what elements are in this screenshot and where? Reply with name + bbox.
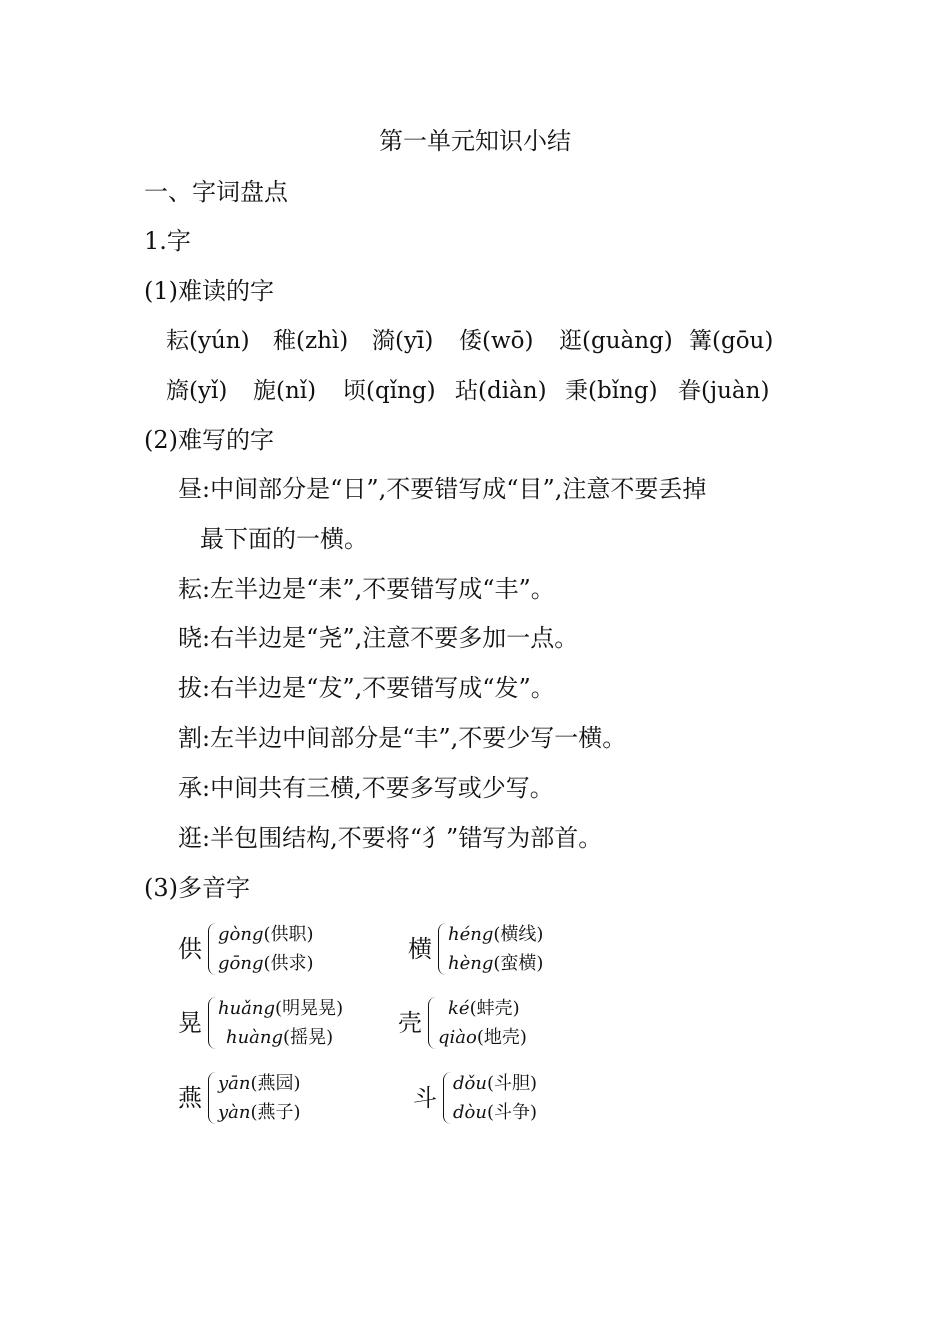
word: (供职) bbox=[263, 924, 314, 945]
polyphone-entry bbox=[178, 994, 343, 1052]
polyphone-char: 燕 bbox=[178, 1084, 202, 1112]
word: (摇晃) bbox=[283, 1027, 334, 1048]
pinyin: ké bbox=[448, 998, 470, 1019]
pinyin: dǒu bbox=[453, 1073, 487, 1094]
reading bbox=[448, 949, 543, 978]
char-item: 篝(gōu) bbox=[689, 328, 774, 354]
polyphone-heading: (3)多音字 bbox=[144, 874, 250, 902]
polyphone-entry bbox=[398, 994, 527, 1052]
polyphone-char: 壳 bbox=[398, 1009, 422, 1037]
hard-write-item: 昼:中间部分是“日”,不要错写成“目”,注意不要丢掉 bbox=[178, 475, 707, 503]
page-title: 第一单元知识小结 bbox=[379, 127, 571, 155]
word: (蚌壳) bbox=[469, 998, 520, 1019]
hard-write-item: 逛:半包围结构,不要将“犭”错写为部首。 bbox=[178, 824, 603, 852]
brace bbox=[428, 997, 436, 1049]
reading bbox=[438, 1023, 527, 1052]
hard-read-row-2 bbox=[166, 376, 769, 406]
polyphone-char: 斗 bbox=[413, 1084, 437, 1112]
reading bbox=[453, 1098, 537, 1127]
char-item: 倭(wō) bbox=[459, 328, 534, 354]
section-heading: 一、字词盘点 bbox=[144, 178, 288, 206]
reading bbox=[218, 1023, 343, 1052]
hard-write-item: 割:左半边中间部分是“丰”,不要少写一横。 bbox=[178, 724, 627, 752]
polyphone-entry bbox=[413, 1069, 537, 1127]
hard-read-heading: (1)难读的字 bbox=[144, 277, 274, 305]
reading bbox=[438, 994, 527, 1023]
brace bbox=[208, 1072, 216, 1124]
char-item: 玷(diàn) bbox=[455, 378, 547, 404]
word: (供求) bbox=[263, 953, 314, 974]
reading bbox=[218, 1069, 301, 1098]
char-item: 逛(guàng) bbox=[559, 328, 673, 354]
char-item: 稚(zhì) bbox=[273, 328, 349, 354]
pinyin: yàn bbox=[218, 1102, 251, 1123]
hard-write-item: 晓:右半边是“尧”,注意不要多加一点。 bbox=[178, 624, 579, 652]
subsection-heading: 1.字 bbox=[144, 227, 191, 255]
pinyin: yān bbox=[218, 1073, 251, 1094]
hard-write-heading: (2)难写的字 bbox=[144, 426, 274, 454]
pinyin: hèng bbox=[448, 953, 494, 974]
char-item: 顷(qǐng) bbox=[343, 378, 436, 404]
pinyin: gòng bbox=[218, 924, 264, 945]
polyphone-entry bbox=[178, 1069, 301, 1127]
hard-write-item: 承:中间共有三横,不要多写或少写。 bbox=[178, 774, 554, 802]
brace bbox=[438, 923, 446, 975]
reading bbox=[218, 1098, 301, 1127]
hard-read-row-1 bbox=[166, 326, 773, 356]
hard-write-item: 最下面的一横。 bbox=[200, 525, 368, 553]
brace bbox=[208, 923, 216, 975]
polyphone-char: 晃 bbox=[178, 1009, 202, 1037]
word: (蛮横) bbox=[493, 953, 544, 974]
polyphone-entry bbox=[408, 920, 543, 978]
reading bbox=[218, 949, 314, 978]
pinyin: huàng bbox=[226, 1027, 284, 1048]
reading bbox=[448, 920, 543, 949]
pinyin: qiào bbox=[438, 1027, 477, 1048]
char-item: 眷(juàn) bbox=[678, 378, 770, 404]
word: (斗争) bbox=[486, 1102, 537, 1123]
polyphone-char: 横 bbox=[408, 935, 432, 963]
word: (斗胆) bbox=[486, 1073, 537, 1094]
brace bbox=[443, 1072, 451, 1124]
brace bbox=[208, 997, 216, 1049]
word: (横线) bbox=[493, 924, 544, 945]
polyphone-char: 供 bbox=[178, 935, 202, 963]
word: (燕子) bbox=[250, 1102, 301, 1123]
char-item: 旎(nǐ) bbox=[253, 378, 317, 404]
char-item: 耘(yún) bbox=[166, 328, 250, 354]
char-item: 旖(yǐ) bbox=[166, 378, 228, 404]
reading bbox=[453, 1069, 537, 1098]
pinyin: gōng bbox=[218, 953, 264, 974]
pinyin: dòu bbox=[453, 1102, 487, 1123]
pinyin: héng bbox=[448, 924, 494, 945]
hard-write-item: 耘:左半边是“耒”,不要错写成“丰”。 bbox=[178, 575, 555, 603]
pinyin: huǎng bbox=[218, 998, 276, 1019]
word: (地壳) bbox=[476, 1027, 527, 1048]
reading bbox=[218, 994, 343, 1023]
word: (明晃晃) bbox=[275, 998, 344, 1019]
char-item: 秉(bǐng) bbox=[565, 378, 658, 404]
polyphone-entry bbox=[178, 920, 314, 978]
reading bbox=[218, 920, 314, 949]
hard-write-item: 拔:右半边是“犮”,不要错写成“发”。 bbox=[178, 674, 555, 702]
char-item: 漪(yī) bbox=[372, 328, 434, 354]
word: (燕园) bbox=[250, 1073, 301, 1094]
